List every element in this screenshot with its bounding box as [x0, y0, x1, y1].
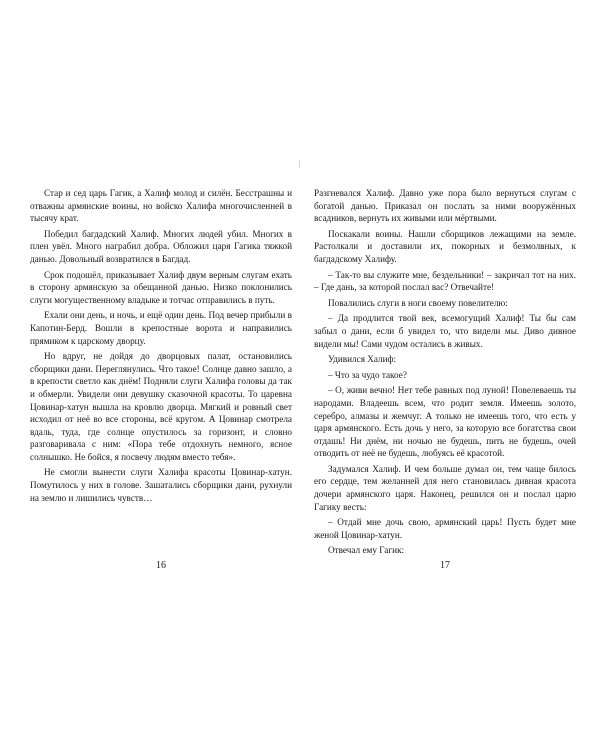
paragraph: Не смогли вынести слуги Халифа красоты Цовинар-хатун. Помутилось у них в голове. Зашатались сборщики дани, рухнули на землю и лишились чувств…: [30, 467, 292, 503]
left-page-text: [30, 187, 292, 507]
paragraph: Удивился Халиф:: [328, 354, 397, 365]
paragraph: Ехали они день, и ночь, и ещё один день. Под вечер прибыли в Капотин-Берд. Вошли в крепостные ворота и направились прямиком к царскому дворцу.: [30, 310, 292, 346]
paragraph: Срок подошёл, приказывает Халиф двум верным слугам ехать в сторону армянскую за обещанной данью. Низко поклонились слуги могущественному владыке и тотчас отправились в путь.: [30, 269, 292, 305]
page-number-left: 16: [156, 560, 166, 571]
paragraph: – Да продлится твой век, всемогущий Халиф! Ты бы сам забыл о дани, если б увидел то, что видели мы. Диво дивное видели мы! Сами чудом остались в живых.: [314, 313, 576, 349]
page-number-right: 17: [440, 560, 450, 571]
paragraph: Поскакали воины. Нашли сборщиков лежащими на земле. Растолкали и доставили их, покорных и безмолвных, к багдадскому Халифу.: [314, 228, 576, 264]
paragraph: Победил багдадский Халиф. Многих людей убил. Многих в плен увёл. Много награбил добра. Обложил царя Гагика тяжкой данью. Довольный возвратился в Багдад.: [30, 228, 292, 264]
paragraph: Отвечал ему Гагик:: [328, 545, 405, 556]
gutter-mark: [299, 160, 300, 168]
paragraph: Повалились слуги в ноги своему повелителю:: [328, 297, 508, 308]
paragraph: Стар и сед царь Гагик, а Халиф молод и силён. Бесстрашны и отважны армянские воины, но войско Халифа многочисленней в тысячу крат.: [30, 188, 292, 224]
right-page-text: [314, 187, 576, 560]
paragraph: Разгневался Халиф. Давно уже пора было вернуться слугам с богатой данью. Приказал он послать за ними вооружённых всадников, вернуть их живыми или мёртвыми.: [314, 188, 576, 224]
paragraph: Но вдруг, не дойдя до дворцовых палат, остановились сборщики дани. Переглянулись. Что такое! Солнце давно зашло, а в крепости светло как днём! Подняли слуги Халифа головы да так и обмерли. Увидели они девушку сказочной красоты. То царевна Цовинар-хатун вышла на кровлю дворца. Мягкий и ровный свет исходил от неё во все стороны, всё кругом. А Цовинар смотрела вдаль, туда, где солнце опустилось за горизонт, и словно разговаривала с ним: «Пора тебе отдохнуть немного, ясное солнышко. Не бойся, я посвечу людям вместо тебя».: [30, 351, 292, 462]
paragraph: – О, живи вечно! Нет тебе равных под луной! Повелеваешь ты народами. Владеешь всем, что родит земля. Имеешь золото, серебро, алмазы и жемчуг. А только не имеешь того, что есть у царя армянского. Есть дочь у него, за которую все богатства свои отдашь! Ни днём, ни ночью не будешь, пить не будешь, очей отводить от неё не будешь, любуясь её красотой.: [314, 385, 576, 459]
paragraph: Задумался Халиф. И чем больше думал он, тем чаще билось его сердце, тем желанней для него становилась дивная красота дочери армянского царя. Наконец, решился он и послал царю Гагику весть:: [314, 463, 576, 512]
paragraph: – Так-то вы служите мне, бездельники! – закричал тот на них. – Где дань, за которой послал вас? Отвечайте!: [314, 269, 576, 293]
paragraph: – Что за чудо такое?: [328, 369, 407, 380]
paragraph: – Отдай мне дочь свою, армянский царь! Пусть будет мне женой Цовинар-хатун.: [314, 517, 576, 540]
